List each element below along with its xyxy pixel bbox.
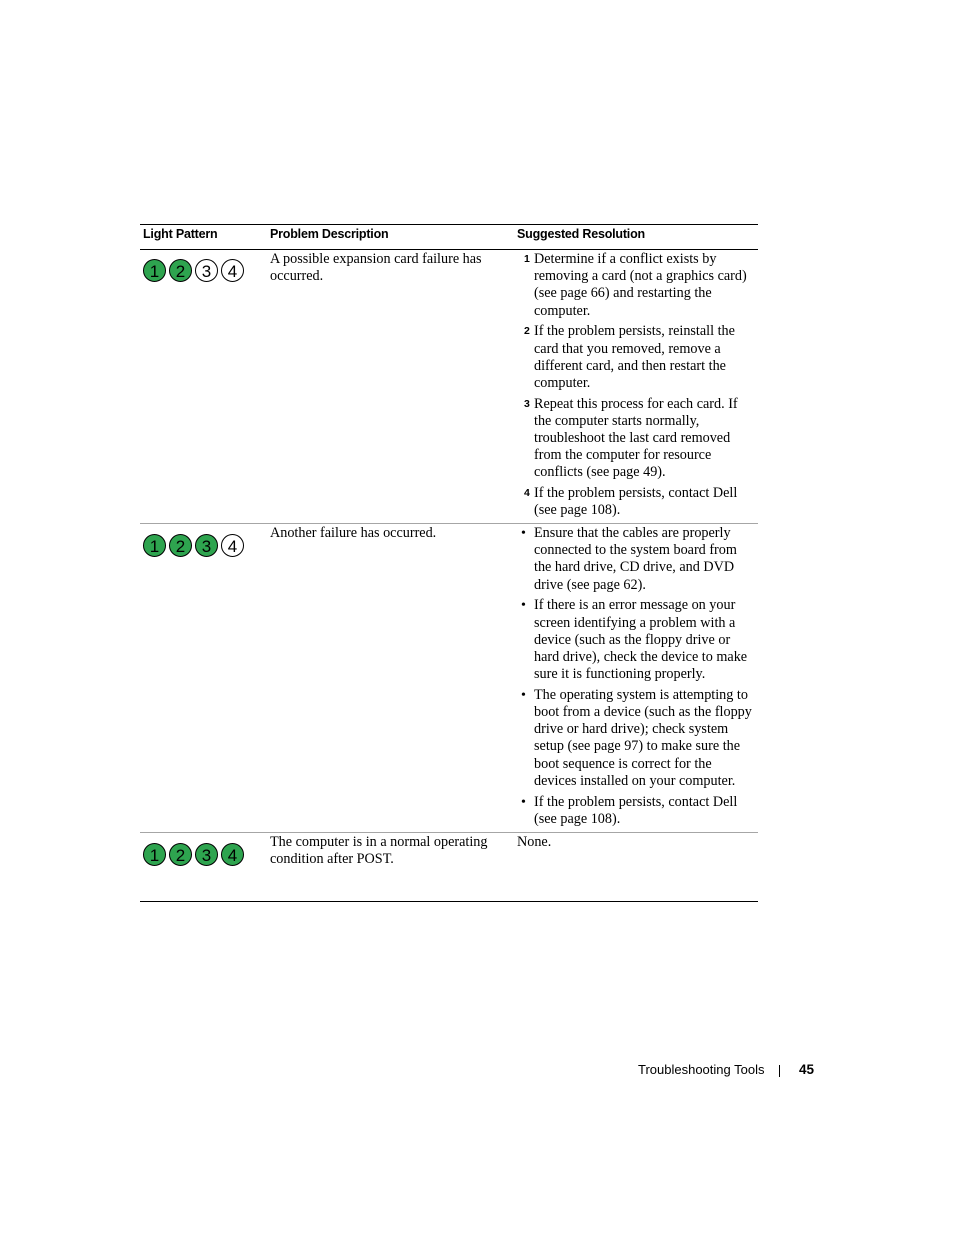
page-number: 45 <box>799 1062 815 1077</box>
problem-description: Another failure has occurred. <box>270 525 437 541</box>
diagnostic-light-4: 4 <box>221 534 244 557</box>
step-number: 1 <box>524 253 530 265</box>
step-text: Repeat this process for each card. If the computer starts normally, troubleshoot the last card removed from the computer for resource conflicts (see page 49). <box>534 395 738 481</box>
diagnostic-light-2: 2 <box>169 259 192 282</box>
step-number: 3 <box>524 397 530 410</box>
resolution-bullet <box>517 597 757 683</box>
bullet-text: The operating system is attempting to boot from a device (such as the floppy drive or hard drive); check system setup (see page 97) to make sure the boot sequence is correct for the devices installed on your computer. <box>534 686 752 789</box>
diagnostic-light-1: 1 <box>143 534 166 557</box>
bullet-marker: • <box>521 687 526 703</box>
resolution-bullet <box>517 525 757 594</box>
footer-section-title: Troubleshooting Tools <box>638 1062 765 1077</box>
step-text: If the problem persists, reinstall the card that you removed, remove a different card, and then restart the computer. <box>534 323 735 391</box>
row-divider <box>140 523 758 524</box>
table-top-rule <box>140 224 758 225</box>
diagnostic-light-4: 4 <box>221 259 244 282</box>
row-divider <box>140 832 758 833</box>
problem-description: A possible expansion card failure has occurred. <box>270 251 482 285</box>
bullet-text: If there is an error message on your screen identifying a problem with a device (such as the floppy drive or hard drive), check the device to make sure it is functioning properly. <box>534 597 748 683</box>
resolution-bullet <box>517 687 757 790</box>
diagnostic-light-2: 2 <box>169 534 192 557</box>
resolution-step <box>517 485 757 519</box>
bullet-text: Ensure that the cables are properly connected to the system board from the hard drive, CD drive, and DVD drive (see page 62). <box>534 525 737 593</box>
table-bottom-rule <box>140 901 758 902</box>
footer-separator <box>779 1065 780 1077</box>
problem-description: The computer is in a normal operating condition after POST. <box>270 834 488 868</box>
step-number: 2 <box>524 325 530 338</box>
resolution-step <box>517 323 757 392</box>
light-pattern <box>143 843 244 866</box>
header-problem-description: Problem Description <box>270 227 389 241</box>
diagnostic-light-3: 3 <box>195 259 218 282</box>
bullet-marker: • <box>521 598 526 614</box>
diagnostic-light-4: 4 <box>221 843 244 866</box>
diagnostic-light-3: 3 <box>195 843 218 866</box>
suggested-resolution: None. <box>517 834 552 850</box>
diagnostic-light-1: 1 <box>143 259 166 282</box>
suggested-resolution <box>517 525 757 831</box>
suggested-resolution <box>517 251 757 523</box>
bullet-marker: • <box>521 794 526 810</box>
step-number: 4 <box>524 487 530 500</box>
light-pattern <box>143 534 244 557</box>
header-rule <box>140 249 758 250</box>
resolution-bullet <box>517 794 757 828</box>
resolution-step <box>517 396 757 482</box>
step-text: Determine if a conflict exists by removing a card (not a graphics card) (see page 66) and restarting the computer. <box>534 251 747 319</box>
diagnostic-light-1: 1 <box>143 843 166 866</box>
bullet-marker: • <box>521 526 526 541</box>
step-text: If the problem persists, contact Dell (see page 108). <box>534 485 738 519</box>
header-light-pattern: Light Pattern <box>143 227 218 241</box>
diagnostic-light-2: 2 <box>169 843 192 866</box>
bullet-text: If the problem persists, contact Dell (see page 108). <box>534 793 738 827</box>
diagnostic-light-3: 3 <box>195 534 218 557</box>
header-suggested-resolution: Suggested Resolution <box>517 227 645 241</box>
resolution-step <box>517 251 757 320</box>
light-pattern <box>143 259 244 282</box>
